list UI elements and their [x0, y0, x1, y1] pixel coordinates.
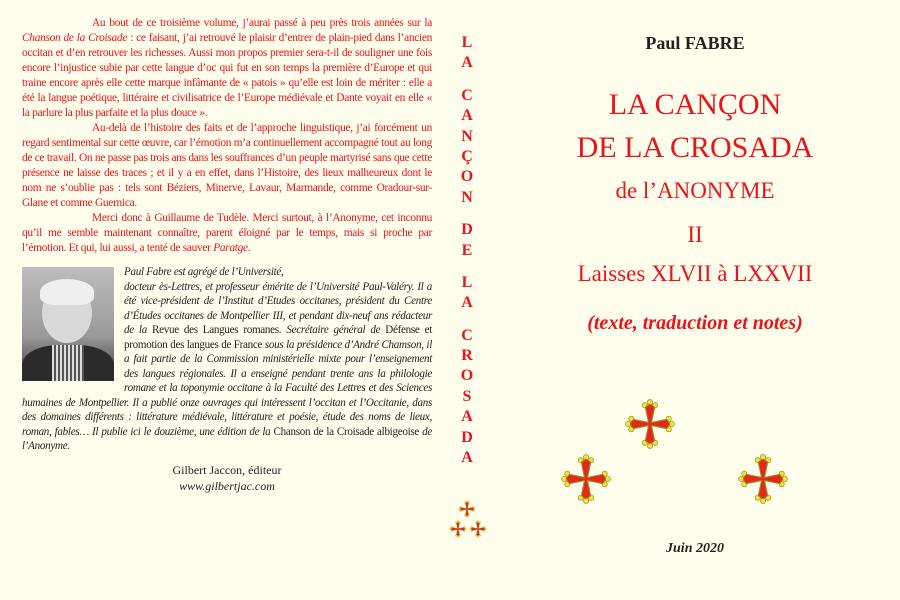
paragraph: [22, 16, 432, 121]
author-name: Paul FABRE: [645, 33, 745, 53]
back-cover: [22, 16, 432, 494]
spine-letter: A: [461, 107, 473, 125]
publication-date: Juin 2020: [666, 541, 724, 556]
spine-letter: O: [460, 367, 474, 385]
spine-letter: O: [460, 168, 474, 186]
spine-letter: R: [461, 347, 473, 365]
volume-number: II: [687, 222, 703, 247]
bio-segment: Secrétaire général de: [286, 324, 386, 336]
spine-letter: A: [461, 408, 473, 426]
spine-letter: D: [461, 428, 473, 446]
spine-letter: A: [461, 449, 473, 467]
spine-letter: N: [461, 188, 473, 206]
text-segment: .: [247, 242, 251, 254]
bio-segment: Défense et promotion des langues de France: [124, 324, 432, 351]
occitan-cross-icon: [624, 398, 676, 450]
publisher-name: Gilbert Jaccon, éditeur: [172, 462, 282, 477]
back-cover-text: [22, 16, 432, 256]
occitan-cross-icon: [737, 453, 789, 505]
text-segment: Merci donc à Guillaume de Tudèle. Merci surtout, à l’Anonyme, cet inconnu qu’il me semble maintenant connaître, parent éloigné par le temps, mais si proche par l’émotion. Et qui, lui aussi, a tenté de sauver: [22, 212, 432, 254]
text-segment: Chanson de la Croisade: [22, 32, 128, 44]
bio-segment: sous la présidence d’André Chamson, il a fait partie de la Commission ministérielle mixte pour l’enseignement des langues régionales. Il a enseigné pendant trente ans la philologie romane et la toponymie occitane à la Faculté des Lettres et des Sciences humaines de Montpellier. Il a publié onze ouvrages qui intéressent l’occitan et l’Occitanie, dans des domaines différents : littérature médiévale, littérature et poésie, étude des noms de lieux, roman, fables… Il publie ici le douzième, une édition de la: [22, 338, 432, 438]
spine-letter: S: [462, 387, 472, 405]
text-segment: : ce faisant, j’ai retrouvé le plaisir d’entrer de plain-pied dans l’ancien occitan et d’en retrouver les richesses. Aussi mon propos premier sera-t-il de souligner une fois encore l’injustice subie par cette langue d’oc qui fut en son temps la première d’Europe et qui traine encore après elle cette marque infâmante de « patois » qu’elle est loin de mériter : elle a été la langue poétique, littéraire et civilisatrice de l’Europe médiévale et Dante voyait en elle « la parlure la plus parfaite et la plus douce ».: [22, 32, 432, 119]
spine-title: [447, 33, 487, 468]
author-bio: [22, 265, 432, 454]
spine-letter: N: [461, 127, 473, 145]
spine-letter: C: [461, 86, 473, 104]
occitan-cross-icon: [458, 500, 476, 518]
text-segment: Paratge: [213, 242, 248, 254]
spine-letter: L: [461, 273, 473, 291]
publisher-website: www.gilbertjac.com: [179, 478, 275, 493]
text-segment: Au bout de ce troisième volume, j’aurai passé à peu près trois années sur la: [92, 17, 432, 29]
bio-segment: docteur ès-Lettres, et professeur émérite de l’Université Paul-Valéry. Il a été vice-président de l’Institut d’Etudes occitanes, président du Centre d’Études occitanes de Montpellier III, et pendant dix-neuf ans rédacteur de la: [124, 280, 432, 336]
bio-segment: Paul Fabre est agrégé de l’Université,: [124, 266, 284, 278]
laisses-range: Laisses XLVII à LXXVII: [577, 261, 813, 286]
title-line-2: DE LA CROSADA: [576, 131, 814, 164]
title-line-1: LA CANÇON: [608, 88, 782, 121]
occitan-cross-icon: [560, 453, 612, 505]
bio-segment: Revue des Langues romanes.: [151, 324, 287, 336]
paragraph: [22, 211, 432, 256]
subtitle: (texte, traduction et notes): [587, 312, 803, 334]
spine-letter: L: [461, 34, 473, 51]
bio-segment: Chanson de la Croisade albigeoise: [273, 425, 423, 438]
paragraph: [22, 121, 432, 211]
spine-letter: E: [461, 241, 473, 259]
spine-letter: Ç: [461, 147, 473, 165]
spine-letter: A: [461, 294, 473, 312]
title-line-3: de l’ANONYME: [615, 178, 775, 203]
bio-segment: de l’Anonyme.: [22, 425, 433, 452]
author-photo: [22, 267, 114, 381]
publisher-block: [22, 462, 432, 494]
occitan-cross-icon: [449, 520, 467, 538]
occitan-cross-icon: [469, 520, 487, 538]
spine-letter: C: [461, 326, 473, 344]
spine-letter: D: [461, 221, 473, 239]
spine-letter: A: [461, 54, 473, 72]
text-segment: Au-delà de l’histoire des faits et de l’approche linguistique, j’ai forcément un regard sentimental sur cette œuvre, car l’émotion m’a continuellement accompagné tout au long de ce travail. On ne passe pas trois ans dans les souffrances d’un peuple martyrisé sans que cette présence ne laisse des traces ; et il y a en effet, dans l’Histoire, des lieux malheureux dont le nom ne s’oublie pas : tels sont Béziers, Minerve, Lavaur, Marmande, comme Oradour-sur-Glane et comme Guernica.: [22, 122, 432, 209]
